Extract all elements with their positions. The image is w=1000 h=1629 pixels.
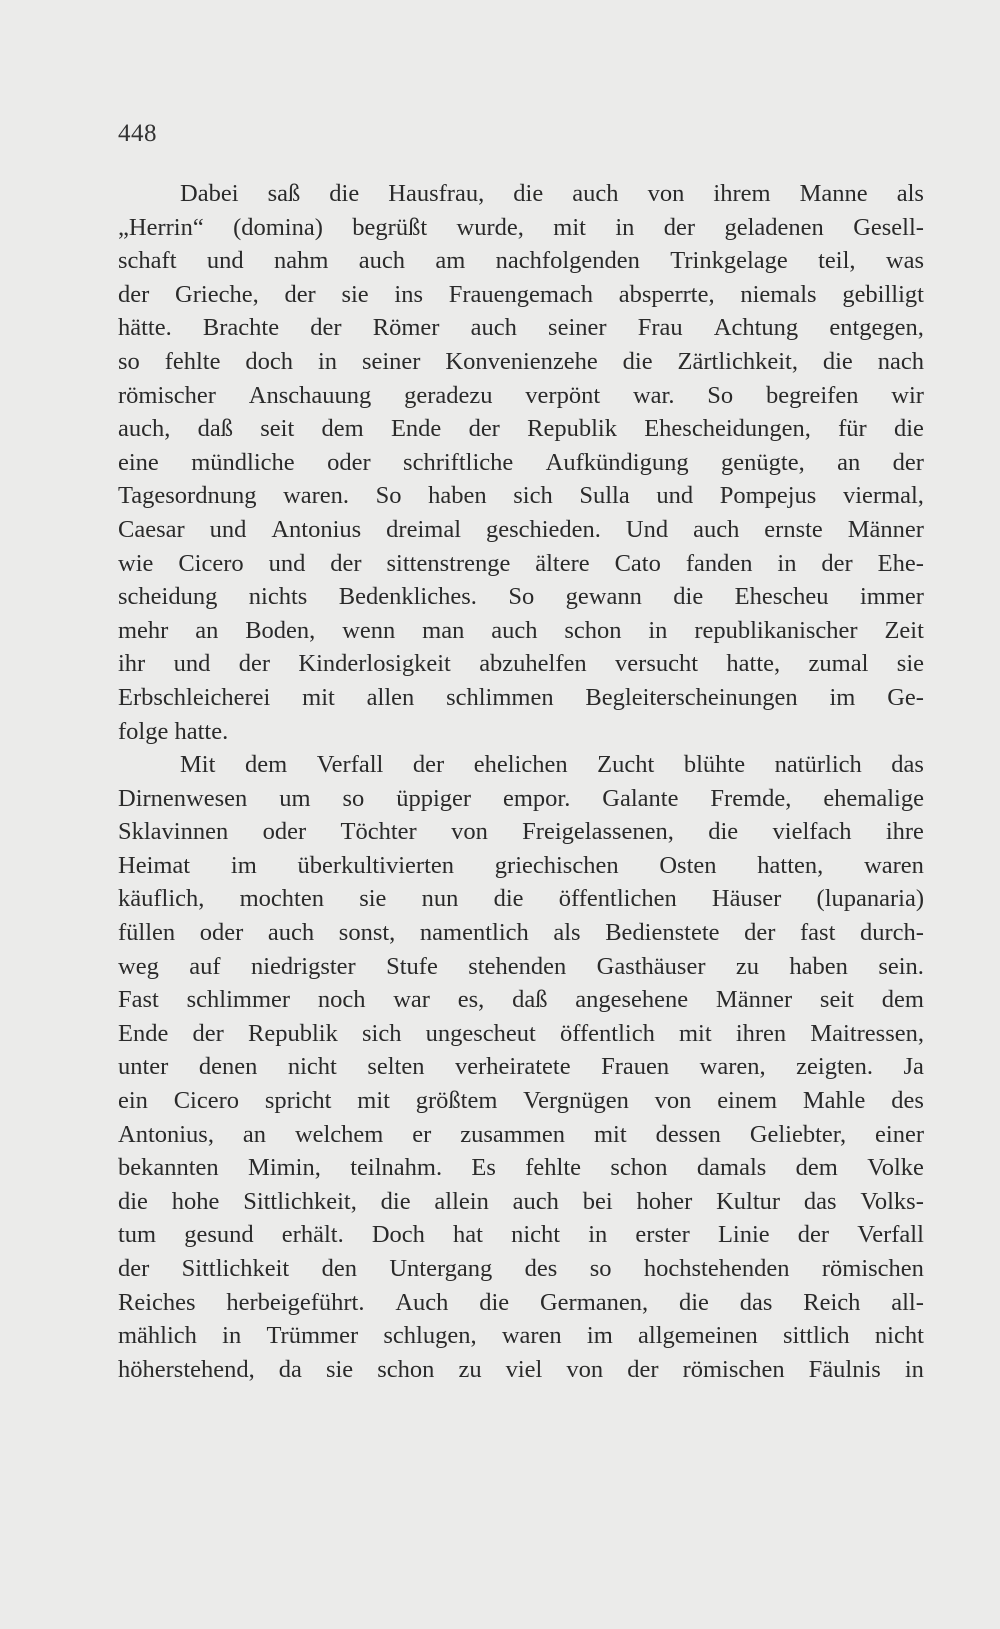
text-line: folge hatte. xyxy=(118,717,229,745)
text-line: Mit dem Verfall der ehelichen Zucht blühte natürlich das xyxy=(180,751,924,779)
text-line: unter denen nicht selten verheiratete Frauen waren, zeigten. Ja xyxy=(118,1053,924,1081)
text-line: käuflich, mochten sie nun die öffentlichen Häuser (lupanaria) xyxy=(118,885,924,913)
text-line: Tagesordnung waren. So haben sich Sulla und Pompejus viermal, xyxy=(118,482,924,510)
body-text xyxy=(118,177,924,1386)
text-line: tum gesund erhält. Doch hat nicht in erster Linie der Verfall xyxy=(118,1221,924,1249)
text-line: römischer Anschauung geradezu verpönt war. So begreifen wir xyxy=(118,381,924,409)
text-line: so fehlte doch in seiner Konvenienzehe die Zärtlichkeit, die nach xyxy=(118,347,924,375)
text-line: die hohe Sittlichkeit, die allein auch bei hoher Kultur das Volks- xyxy=(118,1187,924,1215)
text-line: schaft und nahm auch am nachfolgenden Trinkgelage teil, was xyxy=(118,247,924,275)
text-line: mehr an Boden, wenn man auch schon in republikanischer Zeit xyxy=(118,616,924,644)
text-line: bekannten Mimin, teilnahm. Es fehlte schon damals dem Volke xyxy=(118,1154,924,1182)
text-line: Fast schlimmer noch war es, daß angesehene Männer seit dem xyxy=(118,986,924,1014)
text-line: Sklavinnen oder Töchter von Freigelassenen, die vielfach ihre xyxy=(118,818,924,846)
text-line: höherstehend, da sie schon zu viel von der römischen Fäulnis in xyxy=(118,1355,924,1383)
text-line: Antonius, an welchem er zusammen mit dessen Geliebter, einer xyxy=(118,1120,924,1148)
text-line: auch, daß seit dem Ende der Republik Ehescheidungen, für die xyxy=(118,415,924,443)
page-number: 448 xyxy=(118,120,157,147)
text-line: wie Cicero und der sittenstrenge ältere Cato fanden in der Ehe- xyxy=(118,549,924,577)
text-line: mählich in Trümmer schlugen, waren im allgemeinen sittlich nicht xyxy=(118,1322,924,1350)
text-line: weg auf niedrigster Stufe stehenden Gasthäuser zu haben sein. xyxy=(118,952,924,980)
text-line: ihr und der Kinderlosigkeit abzuhelfen versucht hatte, zumal sie xyxy=(118,650,924,678)
text-line: Dirnenwesen um so üppiger empor. Galante Fremde, ehemalige xyxy=(118,784,924,812)
text-line: hätte. Brachte der Römer auch seiner Frau Achtung entgegen, xyxy=(118,314,924,342)
text-line: Ende der Republik sich ungescheut öffentlich mit ihren Maitressen, xyxy=(118,1019,924,1047)
text-line: Caesar und Antonius dreimal geschieden. Und auch ernste Männer xyxy=(118,515,924,543)
text-line: füllen oder auch sonst, namentlich als Bedienstete der fast durch- xyxy=(118,919,924,947)
text-line: Erbschleicherei mit allen schlimmen Begleiterscheinungen im Ge- xyxy=(118,683,924,711)
text-line: der Sittlichkeit den Untergang des so hochstehenden römischen xyxy=(118,1255,924,1282)
text-line: Heimat im überkultivierten griechischen Osten hatten, waren xyxy=(118,851,924,879)
text-line: ein Cicero spricht mit größtem Vergnügen von einem Mahle des xyxy=(118,1087,924,1115)
text-line: der Grieche, der sie ins Frauengemach absperrte, niemals gebilligt xyxy=(118,280,924,308)
text-line: „Herrin“ (domina) begrüßt wurde, mit in der geladenen Gesell- xyxy=(118,213,924,241)
text-line: scheidung nichts Bedenkliches. So gewann die Ehescheu immer xyxy=(118,583,924,611)
text-line: Dabei saß die Hausfrau, die auch von ihrem Manne als xyxy=(180,180,924,207)
text-line: eine mündliche oder schriftliche Aufkündigung genügte, an der xyxy=(118,448,924,476)
text-line: Reiches herbeigeführt. Auch die Germanen, die das Reich all- xyxy=(118,1288,924,1316)
